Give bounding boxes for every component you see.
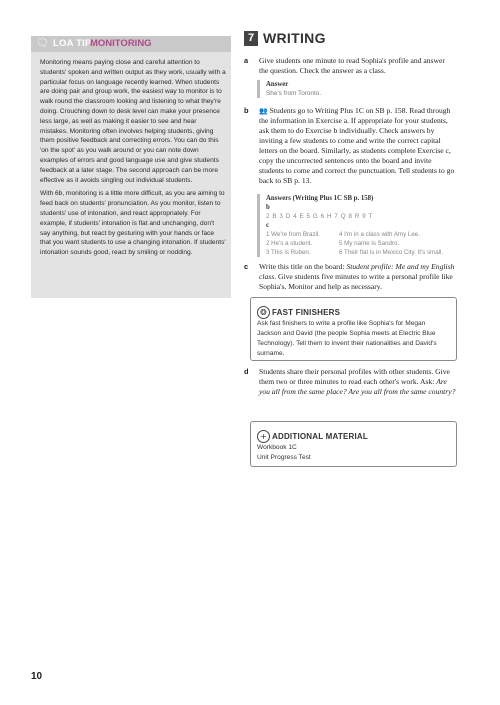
- additional-material-box: [250, 421, 457, 467]
- step-text: [259, 262, 456, 292]
- step-letter: b: [244, 106, 249, 115]
- additional-material-title: ADDITIONAL MATERIAL: [272, 431, 368, 441]
- additional-material-item: Unit Progress Test: [257, 454, 311, 461]
- answer-row: [266, 248, 466, 257]
- answer-text: She's from Toronto.: [266, 90, 322, 97]
- tip-paragraph: Monitoring means paying close and careful attention to students' spoken and written output as they work, usually with a particular focus on language recently learned. When students are doing pair and group work, the easiest way to monitor is to walk round the classroom looking and listening to what they're doing. Crouching down to desk level can make your presence less large, as well as making it easier to see and hear mistakes. Monitoring often involves helping students, giving them positive feedback and correcting errors. You can do this 'on the spot' as you walk around or you can note down examples of errors and good language use and give students feedback at a later stage. The second approach can be more effective as it avoids singling out individual students.: [40, 59, 226, 184]
- step-b: [244, 106, 456, 186]
- step-a: [244, 56, 456, 76]
- answer-box-b: [257, 194, 466, 257]
- step-text: [259, 367, 456, 397]
- step-d-italic: Are you all from the same place? Are you all from the same country?: [259, 377, 456, 396]
- step-letter: c: [244, 262, 249, 271]
- step-text: [259, 106, 456, 186]
- step-c-text-end: . Give students five minutes to write a personal profile like Sophia's. Monitor and help as necessary.: [259, 272, 453, 291]
- answer-cell: 4 I'm in a class with Amy Lee.: [339, 231, 420, 238]
- step-c-text: Write this title on the board:: [259, 262, 347, 271]
- step-d: [244, 367, 456, 397]
- answers-heading: Answers (Writing Plus 1C SB p. 158): [266, 195, 374, 202]
- answer-row: [266, 230, 466, 239]
- step-c: [244, 262, 456, 292]
- fast-finishers-title: FAST FINISHERS: [272, 307, 341, 317]
- tip-label: LOA TIP: [53, 38, 92, 49]
- answers-c-table: [266, 230, 466, 257]
- answer-cell: 5 My name is Sandro.: [339, 240, 400, 247]
- section-title: WRITING: [263, 30, 326, 46]
- step-text: Give students one minute to read Sophia's profile and answer the question. Check the answer as a class.: [259, 56, 445, 75]
- tip-paragraph: With 6b, monitoring is a little more difficult, as you are aiming to feed back on students' pronunciation. As you monitor, listen to students' use of intonation, and react appropriately. For example, if students' intonation is flat and unchanging, don't say anything, but react by gesturing with your hands or face that you want students to use a changing intonation. If students' intonation sounds good, react by smiling or nodding.: [40, 190, 226, 257]
- answers-c-label: c: [266, 222, 270, 229]
- step-d-text: Students share their personal profiles with other students. Give them two or three minutes to read each other's work. Ask:: [259, 367, 450, 386]
- answer-heading: Answer: [266, 81, 289, 88]
- page-number: 10: [31, 671, 43, 682]
- answer-cell: 1 We're from Brazil.: [266, 231, 321, 238]
- fast-finishers-text: Ask fast finishers to write a profile like Sophia's for Megan Jackson and David (the people Sophia meets at Electric Blue Technology). Tell them to invent their nationalities and David's surname.: [257, 320, 437, 357]
- loa-tip-box: [31, 36, 231, 298]
- answer-cell: 3 This is Ruben.: [266, 249, 311, 256]
- tip-body: [40, 58, 226, 262]
- answers-b-label: b: [266, 204, 270, 211]
- fast-finishers-box: [250, 297, 457, 361]
- answer-cell: 2 He's a student.: [266, 240, 313, 247]
- section-number: 7: [244, 31, 258, 46]
- lightbulb-icon: ❂: [257, 306, 270, 319]
- answer-box-a: [257, 80, 321, 98]
- answer-cell: 6 Their flat is in Mexico City. It's small.: [339, 249, 444, 256]
- step-letter: d: [244, 367, 249, 376]
- answers-b-line: 2 B 3 D 4 E 5 G 6 H 7 Q 8 R 9 T: [266, 213, 373, 220]
- plus-circle-icon: +: [257, 430, 270, 443]
- step-b-body: Students go to Writing Plus 1C on SB p. 158. Read through the information in Exercise a. If appropriate for your students, ask them to do Exercise b individually. Check answers by inviting a few students to come and write the correct capital letters on the board. Similarly, as students complete Exercise c, copy the uncorrected sentences onto the board and invite students to come and correct the punctuation. Tell students to go back to SB p. 13.: [259, 106, 455, 185]
- additional-material-list: [257, 443, 449, 463]
- pair-work-icon: 👥: [259, 107, 268, 115]
- answer-row: [266, 239, 466, 248]
- tip-header: [31, 36, 231, 52]
- step-letter: a: [244, 56, 249, 65]
- chat-bubble-icon: 🗨: [36, 38, 49, 49]
- tip-title: MONITORING: [90, 38, 152, 49]
- step-c-italic: Student profile: Me and my English class: [259, 262, 455, 281]
- additional-material-item: Workbook 1C: [257, 444, 297, 451]
